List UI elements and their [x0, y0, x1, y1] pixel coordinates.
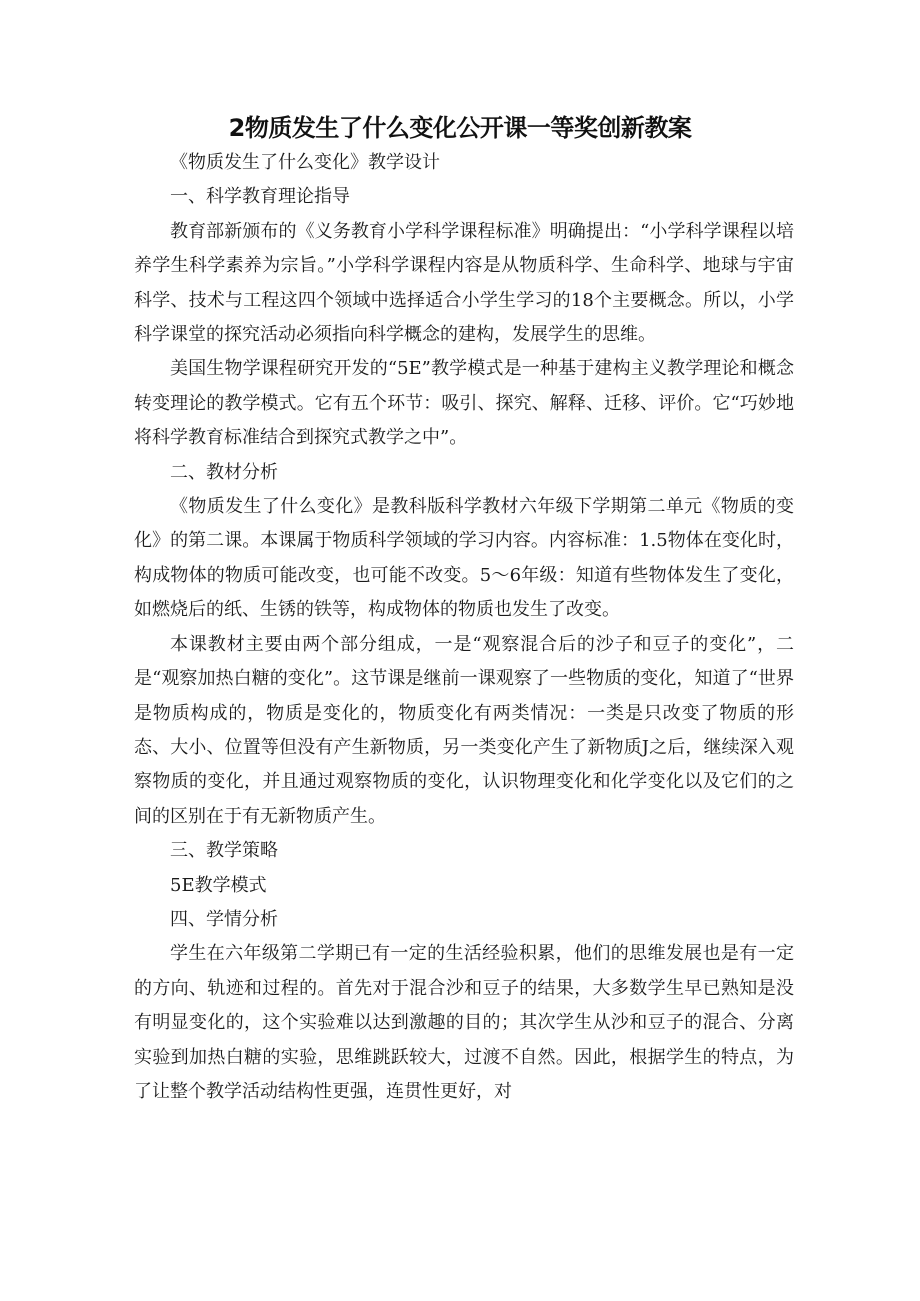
document-subtitle: 《物质发生了什么变化》教学设计 — [170, 152, 440, 173]
paragraph-curriculum-standard: 教育部新颁布的《义务教育小学科学课程标准》明确提出：“小学科学课程以培养学生科学素养为宗旨。”小学科学课程内容是从物质科学、生命科学、地球与宇宙科学、技术与工程这四个领域中选择适合小学生学习的18个主要概念。所以，小学科学课堂的探究活动必须指向科学概念的建构，发展学生的思维。 — [134, 220, 794, 346]
section-heading-textbook-analysis: 二、教材分析 — [170, 461, 278, 483]
section-heading-theory: 一、科学教育理论指导 — [170, 186, 350, 208]
section-heading-student-analysis: 四、学情分析 — [170, 908, 278, 930]
document-body — [134, 146, 794, 1109]
section-heading-teaching-strategy: 三、教学策略 — [170, 840, 278, 862]
paragraph-teaching-strategy: 5E教学模式 — [170, 874, 267, 896]
document-title: 2物质发生了什么变化公开课一等奖创新教案 — [228, 114, 692, 142]
paragraph-textbook-overview: 《物质发生了什么变化》是教科版科学教材六年级下学期第二单元《物质的变化》的第二课。本课属于物质科学领域的学习内容。内容标准：1.5物体在变化时，构成物体的物质可能改变，也可能不改变。5～6年级：知道有些物体发生了变化，如燃烧后的纸、生锈的铁等，构成物体的物质也发生了改变。 — [134, 496, 794, 621]
paragraph-textbook-structure: 本课教材主要由两个部分组成，一是“观察混合后的沙子和豆子的变化”，二是“观察加热白糖的变化”。这节课是继前一课观察了一些物质的变化，知道了“世界是物质构成的，物质是变化的，物质变化有两类情况：一类是只改变了物质的形态、大小、位置等但没有产生新物质，另一类变化产生了新物质J之后，继续深入观察物质的变化，并且通过观察物质的变化，认识物理变化和化学变化以及它们的之间的区别在于有无新物质产生。 — [134, 633, 794, 827]
paragraph-5e-model: 美国生物学课程研究开发的“5E”教学模式是一种基于建构主义教学理论和概念转变理论的教学模式。它有五个环节：吸引、探究、解释、迁移、评价。它“巧妙地将科学教育标准结合到探究式教学之中”。 — [134, 358, 794, 449]
paragraph-student-analysis: 学生在六年级第二学期已有一定的生活经验积累，他们的思维发展也是有一定的方向、轨迹和过程的。首先对于混合沙和豆子的结果，大多数学生早已熟知是没有明显变化的，这个实验难以达到激趣的目的；其次学生从沙和豆子的混合、分离实验到加热白糖的实验，思维跳跃较大，过渡不自然。因此，根据学生的特点，为了让整个教学活动结构性更强，连贯性更好，对 — [134, 943, 794, 1102]
